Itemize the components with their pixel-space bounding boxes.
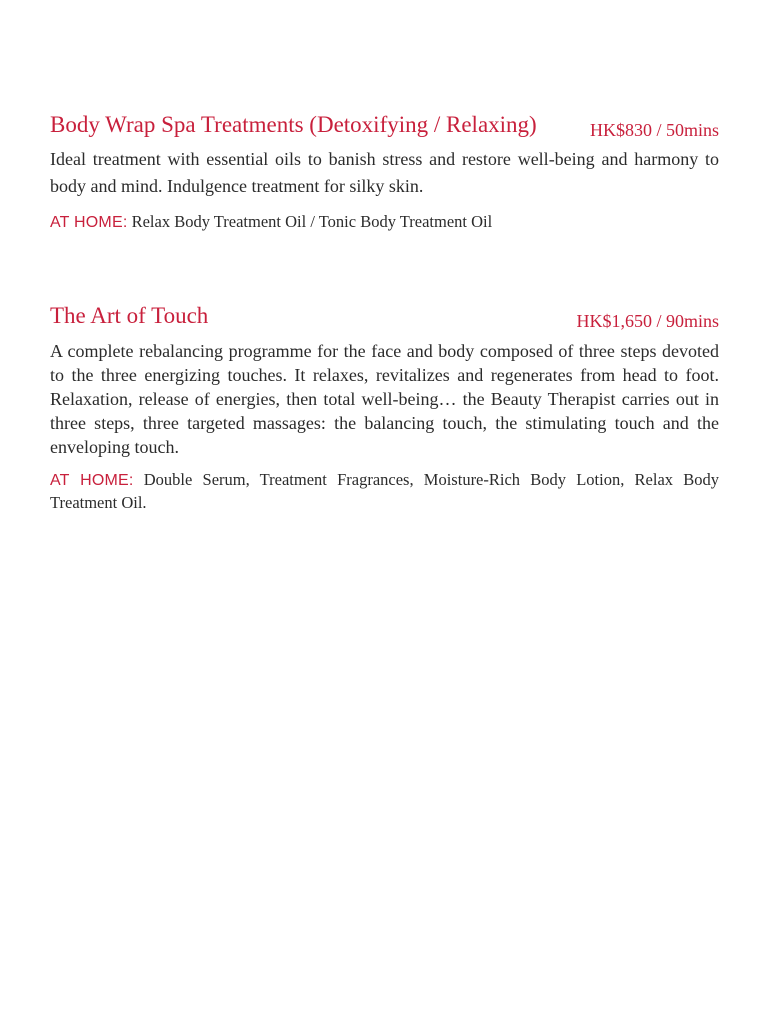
treatment-description: Ideal treatment with essential oils to banish stress and restore well-being and harmony to body and mind. Indulgence treatment for silky skin.	[50, 149, 719, 196]
treatment-price: HK$1,650 / 90mins	[576, 311, 719, 331]
treatment-price: HK$830 / 50mins	[589, 120, 719, 140]
at-home-products	[50, 469, 719, 514]
at-home-products	[50, 211, 719, 234]
treatment-art-of-touch	[50, 303, 719, 514]
at-home-text: Double Serum, Treatment Fragrances, Moisture-Rich Body Lotion, Relax Body Treatment Oil.	[50, 470, 719, 512]
treatment-body-wrap	[50, 112, 719, 234]
treatment-header	[50, 112, 719, 138]
treatment-description: A complete rebalancing programme for the face and body composed of three steps devoted to the three energizing touches. It relaxes, revitalizes and regenerates from head to foot. Relaxation, release of energies, then total well-being… the Beauty Therapist carries out in three steps, three targeted massages: the balancing touch, the stimulating touch and the enveloping touch.	[50, 341, 719, 457]
at-home-text: Relax Body Treatment Oil / Tonic Body Treatment Oil	[131, 212, 493, 231]
treatment-title: The Art of Touch	[50, 303, 209, 328]
treatment-title: Body Wrap Spa Treatments (Detoxifying / Relaxing)	[50, 112, 537, 137]
treatment-header	[50, 303, 719, 329]
at-home-label: AT HOME:	[50, 472, 134, 489]
at-home-label: AT HOME:	[50, 214, 128, 231]
